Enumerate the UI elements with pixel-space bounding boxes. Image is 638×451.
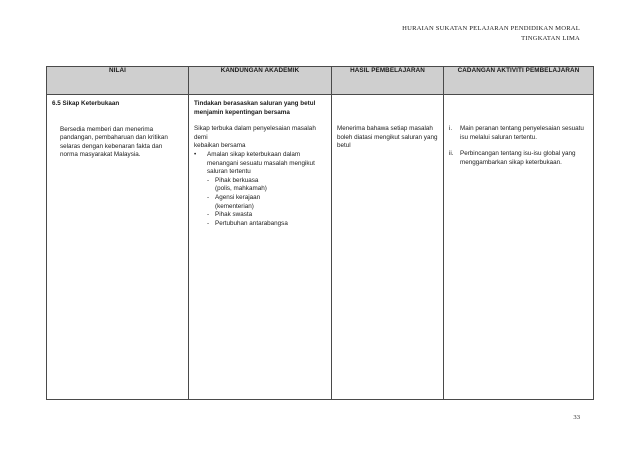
- list-item-note: (kementerian): [215, 202, 254, 210]
- kandungan-intro: Sikap terbuka dalam penyelesaian masalah demi kebaikan bersama: [194, 125, 316, 150]
- column-header-cadangan: CADANGAN AKTIVITI PEMBELAJARAN: [444, 67, 594, 95]
- list-item: ii. Perbincangan tentang isu-isu global yang menggambarkan sikap keterbukaan.: [449, 150, 576, 166]
- cell-kandungan: [189, 95, 332, 400]
- header-title: HURAIAN SUKATAN PELAJARAN PENDIDIKAN MORAL: [402, 25, 580, 32]
- list-item-note: (polis, mahkamah): [215, 185, 267, 193]
- document-header: [402, 24, 580, 44]
- item-number: ii.: [449, 150, 454, 158]
- list-item: - Pihak berkuasa: [207, 176, 259, 184]
- column-header-kandungan: KANDUNGAN AKADEMIK: [189, 67, 332, 95]
- dash-icon: -: [207, 211, 210, 219]
- kandungan-bullet: • Amalan sikap keterbukaan dalam menangani sesuatu masalah mengikut saluran tertentu: [194, 150, 315, 176]
- nilai-text: Bersedia memberi dan menerima pandangan, pembaharuan dan kritikan selaras dengan kebenaran fakta dan norma masyarakat Malaysia.: [60, 125, 168, 159]
- hasil-text: Menerima bahawa setiap masalah boleh diatasi mengikut saluran yang betul: [337, 125, 438, 150]
- cell-nilai: [47, 95, 189, 400]
- cell-hasil: [332, 95, 444, 400]
- cell-cadangan: [444, 95, 594, 400]
- list-item: - Pihak swasta: [207, 211, 253, 219]
- list-item: - Pertubuhan antarabangsa: [207, 219, 288, 227]
- list-item: - Agensi kerajaan: [207, 193, 261, 201]
- nilai-title: 6.5 Sikap Keterbukaan: [52, 100, 120, 107]
- table-header-row: [47, 67, 594, 95]
- item-number: i.: [449, 125, 453, 132]
- dash-icon: -: [207, 176, 210, 184]
- header-subtitle: TINGKATAN LIMA: [521, 35, 580, 42]
- list-item: i. Main peranan tentang penyelesaian sesuatu isu melalui saluran tertentu.: [449, 125, 584, 141]
- kandungan-heading: Tindakan berasaskan saluran yang betul menjamin kepentingan bersama: [194, 100, 316, 116]
- dash-icon: -: [207, 193, 210, 201]
- table-row: [47, 95, 594, 400]
- page-number: 33: [573, 414, 580, 421]
- column-header-hasil: HASIL PEMBELAJARAN: [332, 67, 444, 95]
- bullet-icon: •: [194, 150, 197, 158]
- dash-icon: -: [207, 219, 210, 227]
- column-header-nilai: NILAI: [47, 67, 189, 95]
- syllabus-table: [46, 66, 594, 400]
